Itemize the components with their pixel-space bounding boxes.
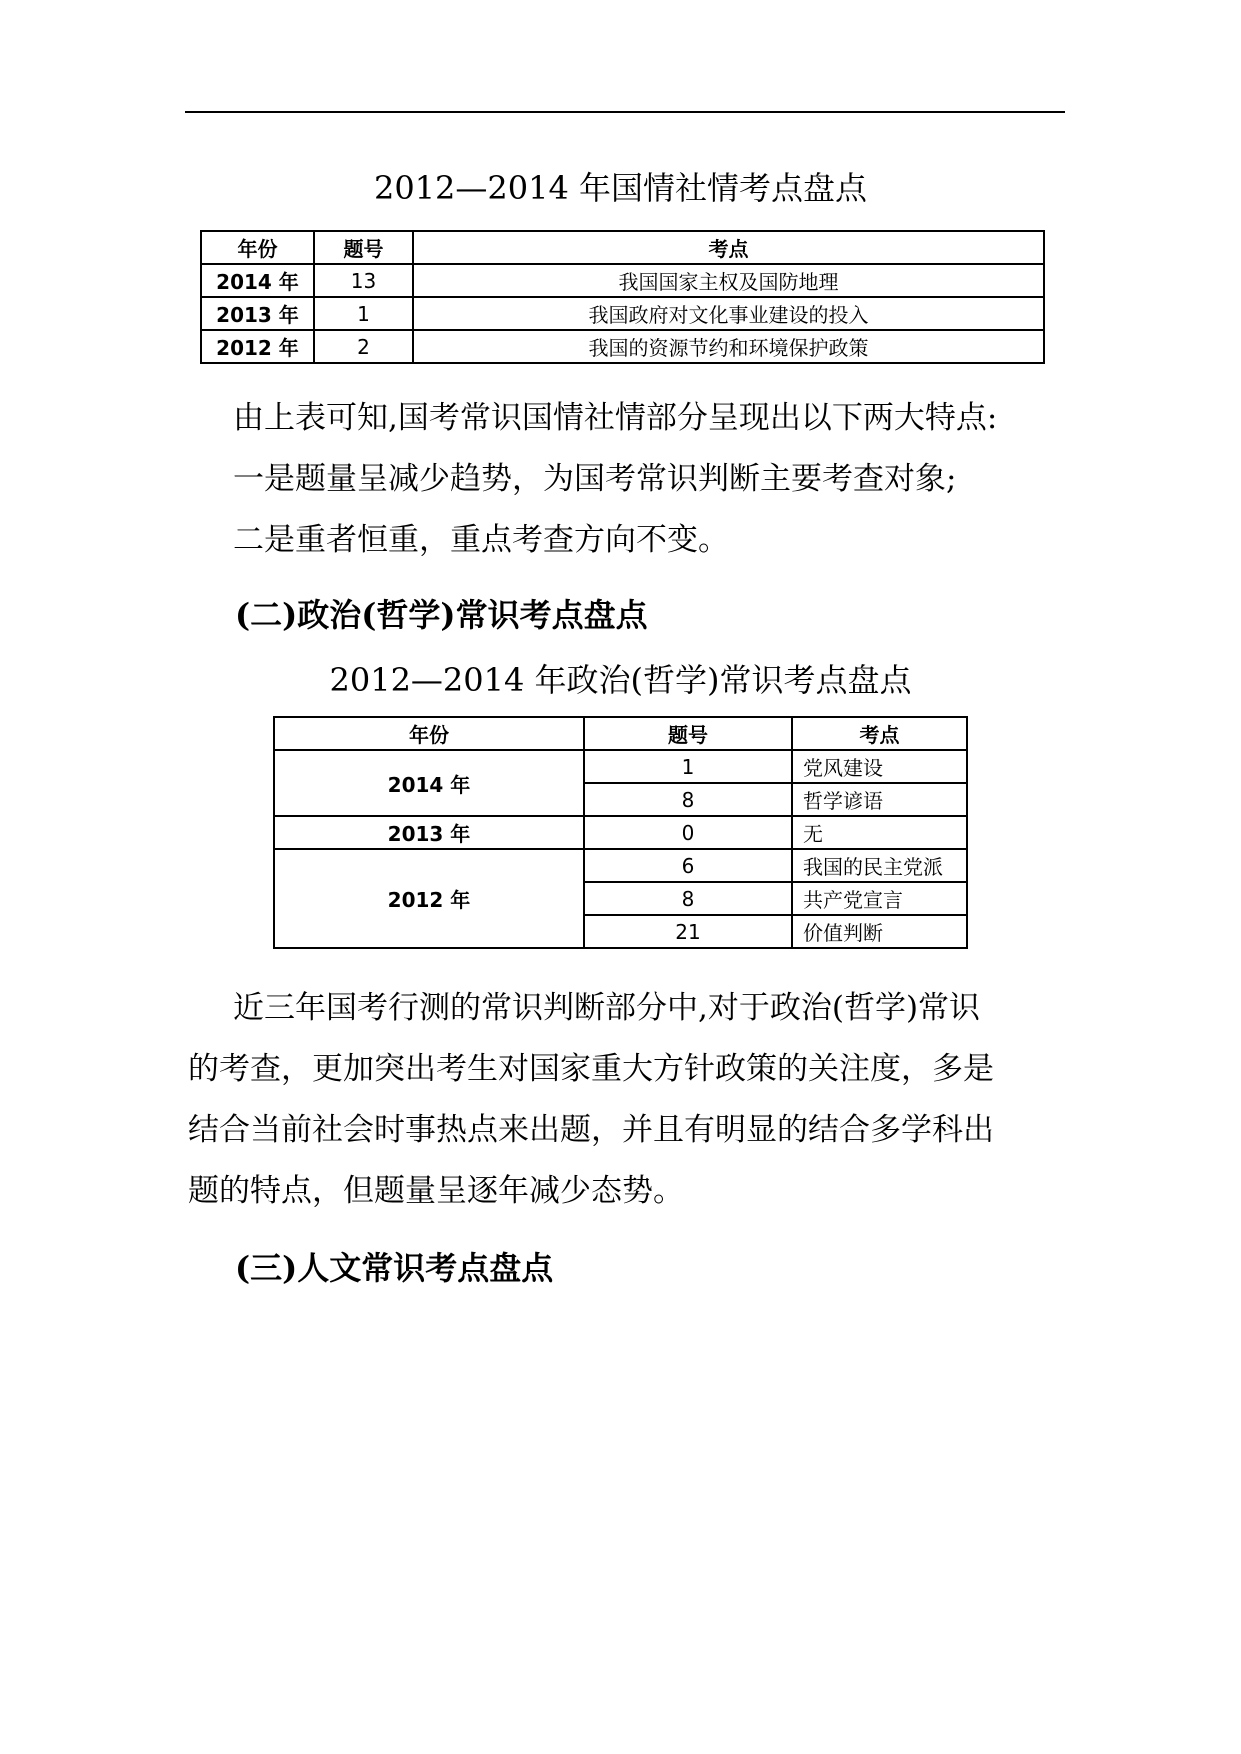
number-cell: 8 — [584, 783, 792, 816]
point-cell: 我国政府对文化事业建设的投入 — [413, 297, 1044, 330]
politics-table — [273, 716, 968, 949]
number-cell: 8 — [584, 882, 792, 915]
paragraph-line: 结合当前社会时事热点来出题，并且有明显的结合多学科出 — [188, 1112, 994, 1148]
analysis-paragraph — [188, 978, 1058, 1222]
col-header-point: 考点 — [413, 231, 1044, 264]
number-cell: 21 — [584, 915, 792, 948]
table-row — [274, 849, 967, 882]
number-cell: 1 — [314, 297, 413, 330]
year-cell: 2013 年 — [201, 297, 314, 330]
point-cell: 我国的资源节约和环境保护政策 — [413, 330, 1044, 363]
col-header-year: 年份 — [201, 231, 314, 264]
point-cell: 价值判断 — [792, 915, 967, 948]
col-header-year: 年份 — [274, 717, 584, 750]
number-cell: 0 — [584, 816, 792, 849]
number-cell: 6 — [584, 849, 792, 882]
year-cell: 2012 年 — [274, 849, 584, 948]
year-cell: 2014 年 — [274, 750, 584, 816]
col-header-point: 考点 — [792, 717, 967, 750]
year-cell: 2012 年 — [201, 330, 314, 363]
number-cell: 1 — [584, 750, 792, 783]
col-header-number: 题号 — [314, 231, 413, 264]
point-cell: 哲学谚语 — [792, 783, 967, 816]
paragraph-line: 题的特点，但题量呈逐年减少态势。 — [188, 1173, 684, 1209]
table1-title: 2012—2014 年国情社情考点盘点 — [373, 169, 868, 207]
number-cell: 13 — [314, 264, 413, 297]
paragraph-line: 由上表可知,国考常识国情社情部分呈现出以下两大特点: — [233, 400, 998, 436]
table-row — [274, 750, 967, 783]
table2-title: 2012—2014 年政治(哲学)常识考点盘点 — [329, 661, 912, 699]
paragraph-line: 二是重者恒重，重点考查方向不变。 — [233, 522, 729, 558]
table-header-row — [201, 231, 1044, 264]
summary-paragraph — [233, 388, 997, 571]
paragraph-line: 一是题量呈减少趋势，为国考常识判断主要考查对象; — [233, 461, 957, 497]
table-row — [274, 816, 967, 849]
col-header-number: 题号 — [584, 717, 792, 750]
year-cell: 2014 年 — [201, 264, 314, 297]
header-rule — [185, 111, 1065, 113]
point-cell: 党风建设 — [792, 750, 967, 783]
national-situation-table — [200, 230, 1045, 364]
point-cell: 我国的民主党派 — [792, 849, 967, 882]
table-header-row — [274, 717, 967, 750]
table-row — [201, 297, 1044, 330]
number-cell: 2 — [314, 330, 413, 363]
year-cell: 2013 年 — [274, 816, 584, 849]
paragraph-line: 近三年国考行测的常识判断部分中,对于政治(哲学)常识 — [233, 990, 981, 1026]
section-heading-humanities: (三)人文常识考点盘点 — [235, 1249, 554, 1287]
table-row — [201, 330, 1044, 363]
paragraph-line: 的考查，更加突出考生对国家重大方针政策的关注度，多是 — [188, 1051, 994, 1087]
point-cell: 共产党宣言 — [792, 882, 967, 915]
point-cell: 无 — [792, 816, 967, 849]
table-row — [201, 264, 1044, 297]
point-cell: 我国国家主权及国防地理 — [413, 264, 1044, 297]
section-heading-politics: (二)政治(哲学)常识考点盘点 — [235, 596, 648, 634]
